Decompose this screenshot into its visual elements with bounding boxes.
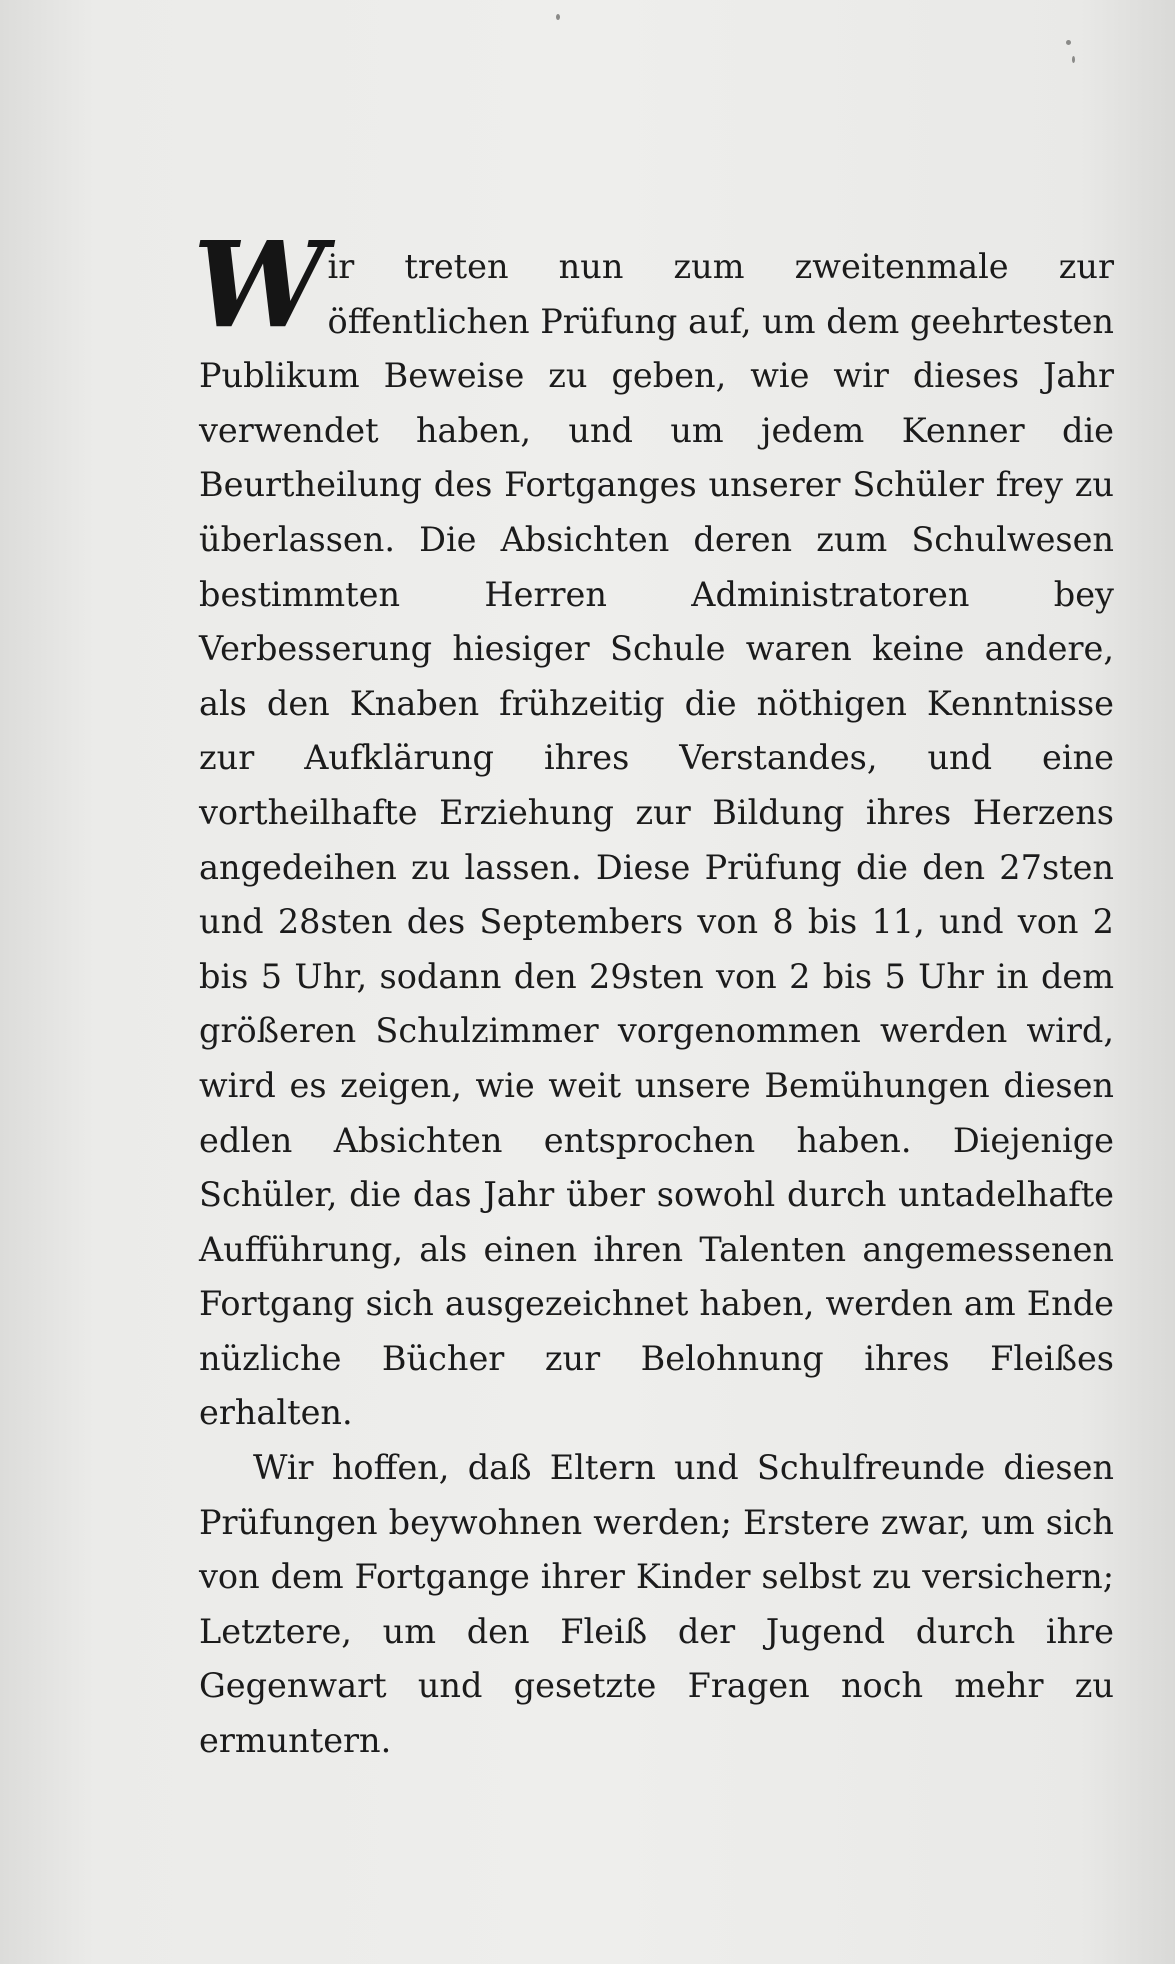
drop-cap: W [193,215,326,354]
paper-speck [1066,40,1071,45]
paragraph-1-text: ir treten nun zum zweitenmale zur öffentlichen Prüfung auf, um dem geehrtesten Publikum Beweise zu geben, wie wir dieses Jahr verwendet haben, und um jedem Kenner die Beurtheilung des Fortganges unserer Schüler frey zu überlassen. Die Absichten deren zum Schulwesen bestimmten Herren Administratoren bey Verbesserung hiesiger Schule waren keine andere, als den Knaben frühzeitig die nöthigen Kenntnisse zur Aufklärung ihres Verstandes, und eine vortheilhafte Erziehung zur Bildung ihres Herzens angedeihen zu lassen. Diese Prüfung die den 27sten und 28sten des Septembers von 8 bis 11, und von 2 bis 5 Uhr, sodann den 29sten von 2 bis 5 Uhr in dem größeren Schulzimmer vorgenommen werden wird, wird es zeigen, wie weit unsere Bemühungen diesen edlen Absichten entsprochen haben. Diejenige Schüler, die das Jahr über sowohl durch untadelhafte Aufführung, als einen ihren Talenten angemessenen Fortgang sich ausgezeichnet haben, werden am Ende nüzliche Bücher zur Belohnung ihres Fleißes erhalten. [199,247,1114,1433]
paper-speck [556,14,560,20]
paper-speck [1072,56,1075,63]
body-text [193,215,1114,1769]
paragraph-2-text: Wir hoffen, daß Eltern und Schulfreunde diesen Prüfungen beywohnen werden; Erstere zwar, um sich von dem Fortgange ihrer Kinder selbst zu versichern; Letztere, um den Fleiß der Jugend durch ihre Gegenwart und gesetzte Fragen noch mehr zu ermuntern. [199,1448,1114,1761]
paragraph-2 [199,1441,1114,1769]
paragraph-1 [193,215,1114,1441]
